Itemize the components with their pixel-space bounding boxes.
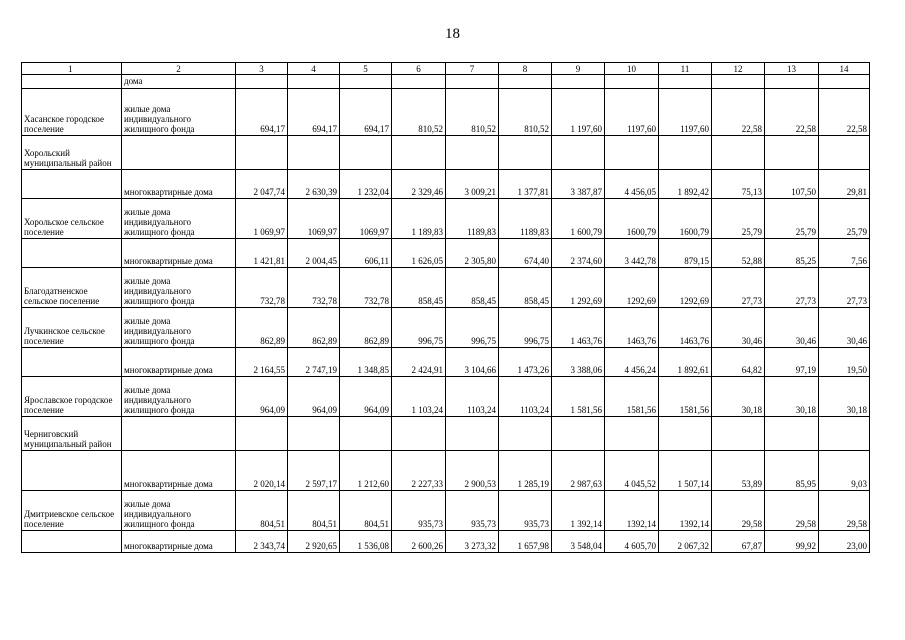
settlement-name	[22, 348, 122, 377]
column-header: 10	[605, 63, 659, 75]
table-row	[22, 348, 870, 377]
value-cell: 1 463,76	[552, 308, 605, 348]
table-row	[22, 268, 870, 308]
value-cell: 30,18	[819, 377, 870, 417]
value-cell: 1 392,14	[552, 491, 605, 531]
value-cell: 23,00	[819, 531, 870, 553]
column-header: 4	[288, 63, 340, 75]
value-cell: 1 189,83	[392, 199, 446, 239]
value-cell: 1103,24	[499, 377, 552, 417]
value-cell: 22,58	[819, 89, 870, 136]
value-cell: 1069,97	[340, 199, 392, 239]
column-header: 11	[659, 63, 712, 75]
value-cell: 19,50	[819, 348, 870, 377]
housing-type: жилые дома индивидуального жилищного фонда	[122, 89, 236, 136]
value-cell: 2 987,63	[552, 451, 605, 491]
table-row	[22, 170, 870, 199]
value-cell	[340, 136, 392, 170]
value-cell: 1 892,42	[659, 170, 712, 199]
value-cell: 75,13	[712, 170, 765, 199]
table-row	[22, 531, 870, 553]
value-cell: 1197,60	[605, 89, 659, 136]
value-cell: 858,45	[499, 268, 552, 308]
value-cell: 25,79	[765, 199, 819, 239]
housing-type: жилые дома индивидуального жилищного фонда	[122, 377, 236, 417]
value-cell: 2 900,53	[446, 451, 499, 491]
value-cell: 996,75	[446, 308, 499, 348]
column-header: 12	[712, 63, 765, 75]
value-cell	[392, 417, 446, 451]
housing-type: многоквартирные дома	[122, 451, 236, 491]
column-header: 14	[819, 63, 870, 75]
value-cell: 2 020,14	[236, 451, 288, 491]
value-cell: 1189,83	[499, 199, 552, 239]
value-cell: 2 600,26	[392, 531, 446, 553]
value-cell: 30,18	[765, 377, 819, 417]
value-cell: 2 374,60	[552, 239, 605, 268]
value-cell	[288, 136, 340, 170]
value-cell: 1189,83	[446, 199, 499, 239]
value-cell: 732,78	[236, 268, 288, 308]
page-number: 18	[445, 26, 460, 42]
value-cell	[446, 136, 499, 170]
value-cell: 935,73	[446, 491, 499, 531]
value-cell: 732,78	[340, 268, 392, 308]
value-cell: 1 285,19	[499, 451, 552, 491]
value-cell	[765, 136, 819, 170]
settlement-name: Черниговский муниципальный район	[22, 417, 122, 451]
settlement-name	[22, 239, 122, 268]
table-row	[22, 199, 870, 239]
value-cell: 1 232,04	[340, 170, 392, 199]
table-row	[22, 377, 870, 417]
value-cell: 810,52	[499, 89, 552, 136]
value-cell	[340, 75, 392, 89]
table-row	[22, 136, 870, 170]
value-cell: 3 009,21	[446, 170, 499, 199]
value-cell: 29,81	[819, 170, 870, 199]
value-cell	[236, 417, 288, 451]
value-cell	[819, 417, 870, 451]
value-cell: 964,09	[288, 377, 340, 417]
value-cell: 25,79	[819, 199, 870, 239]
value-cell: 2 067,32	[659, 531, 712, 553]
value-cell: 1 212,60	[340, 451, 392, 491]
value-cell: 694,17	[340, 89, 392, 136]
value-cell: 1 348,85	[340, 348, 392, 377]
value-cell: 4 456,24	[605, 348, 659, 377]
value-cell: 30,46	[819, 308, 870, 348]
value-cell	[659, 75, 712, 89]
value-cell: 99,92	[765, 531, 819, 553]
value-cell: 858,45	[392, 268, 446, 308]
value-cell: 2 164,55	[236, 348, 288, 377]
value-cell: 3 387,87	[552, 170, 605, 199]
header-row	[22, 63, 870, 75]
value-cell: 996,75	[499, 308, 552, 348]
table-row	[22, 75, 870, 89]
column-header: 13	[765, 63, 819, 75]
housing-type	[122, 136, 236, 170]
value-cell: 2 424,91	[392, 348, 446, 377]
value-cell: 1 103,24	[392, 377, 446, 417]
value-cell: 29,58	[712, 491, 765, 531]
housing-type: многоквартирные дома	[122, 170, 236, 199]
value-cell: 935,73	[392, 491, 446, 531]
value-cell: 732,78	[288, 268, 340, 308]
housing-type: жилые дома индивидуального жилищного фонда	[122, 308, 236, 348]
value-cell: 2 227,33	[392, 451, 446, 491]
value-cell: 879,15	[659, 239, 712, 268]
column-header: 6	[392, 63, 446, 75]
value-cell: 606,11	[340, 239, 392, 268]
settlement-name: Ярославское городское поселение	[22, 377, 122, 417]
value-cell	[340, 417, 392, 451]
value-cell	[499, 75, 552, 89]
value-cell	[392, 75, 446, 89]
value-cell: 862,89	[236, 308, 288, 348]
settlement-name: Хорольское сельское поселение	[22, 199, 122, 239]
value-cell: 694,17	[236, 89, 288, 136]
value-cell: 85,95	[765, 451, 819, 491]
value-cell	[446, 417, 499, 451]
value-cell: 27,73	[819, 268, 870, 308]
value-cell: 1 657,98	[499, 531, 552, 553]
value-cell	[236, 75, 288, 89]
value-cell: 1581,56	[605, 377, 659, 417]
value-cell: 1069,97	[288, 199, 340, 239]
value-cell: 2 329,46	[392, 170, 446, 199]
value-cell: 1 600,79	[552, 199, 605, 239]
value-cell	[712, 136, 765, 170]
value-cell	[499, 417, 552, 451]
value-cell: 22,58	[712, 89, 765, 136]
value-cell: 1 377,81	[499, 170, 552, 199]
value-cell: 25,79	[712, 199, 765, 239]
value-cell: 1292,69	[659, 268, 712, 308]
value-cell: 30,18	[712, 377, 765, 417]
settlement-name: Лучкинское сельское поселение	[22, 308, 122, 348]
value-cell: 2 630,39	[288, 170, 340, 199]
column-header: 7	[446, 63, 499, 75]
value-cell: 1 507,14	[659, 451, 712, 491]
value-cell: 935,73	[499, 491, 552, 531]
value-cell: 30,46	[765, 308, 819, 348]
value-cell: 1 473,26	[499, 348, 552, 377]
value-cell	[552, 75, 605, 89]
value-cell	[765, 417, 819, 451]
value-cell: 1581,56	[659, 377, 712, 417]
tariff-table	[21, 62, 870, 553]
value-cell: 1 421,81	[236, 239, 288, 268]
value-cell: 2 920,65	[288, 531, 340, 553]
value-cell: 3 388,06	[552, 348, 605, 377]
value-cell	[288, 75, 340, 89]
column-header: 8	[499, 63, 552, 75]
value-cell: 29,58	[819, 491, 870, 531]
value-cell: 964,09	[236, 377, 288, 417]
value-cell: 1 536,08	[340, 531, 392, 553]
value-cell: 1600,79	[659, 199, 712, 239]
settlement-name: Хасанское городское поселение	[22, 89, 122, 136]
table-row	[22, 89, 870, 136]
value-cell	[499, 136, 552, 170]
value-cell: 53,89	[712, 451, 765, 491]
value-cell: 862,89	[340, 308, 392, 348]
settlement-name: Благодатненское сельское поселение	[22, 268, 122, 308]
table-row	[22, 308, 870, 348]
value-cell: 2 343,74	[236, 531, 288, 553]
value-cell: 2 004,45	[288, 239, 340, 268]
value-cell	[819, 75, 870, 89]
settlement-name	[22, 531, 122, 553]
value-cell: 1 581,56	[552, 377, 605, 417]
value-cell	[659, 417, 712, 451]
value-cell: 810,52	[446, 89, 499, 136]
column-header: 2	[122, 63, 236, 75]
value-cell	[605, 136, 659, 170]
settlement-name: Дмитриевское сельское поселение	[22, 491, 122, 531]
value-cell: 1197,60	[659, 89, 712, 136]
column-header: 3	[236, 63, 288, 75]
value-cell: 1392,14	[605, 491, 659, 531]
settlement-name	[22, 451, 122, 491]
table-row	[22, 491, 870, 531]
value-cell: 27,73	[765, 268, 819, 308]
housing-type: жилые дома индивидуального жилищного фонда	[122, 268, 236, 308]
table-row	[22, 417, 870, 451]
value-cell: 674,40	[499, 239, 552, 268]
value-cell: 2 597,17	[288, 451, 340, 491]
value-cell	[712, 417, 765, 451]
value-cell	[765, 75, 819, 89]
settlement-name: Хорольский муниципальный район	[22, 136, 122, 170]
column-header: 5	[340, 63, 392, 75]
value-cell: 85,25	[765, 239, 819, 268]
value-cell	[236, 136, 288, 170]
value-cell: 4 045,52	[605, 451, 659, 491]
value-cell: 694,17	[288, 89, 340, 136]
table-row	[22, 239, 870, 268]
value-cell: 52,88	[712, 239, 765, 268]
value-cell: 858,45	[446, 268, 499, 308]
housing-type: дома	[122, 75, 236, 89]
value-cell: 3 548,04	[552, 531, 605, 553]
value-cell: 97,19	[765, 348, 819, 377]
value-cell: 964,09	[340, 377, 392, 417]
value-cell: 4 456,05	[605, 170, 659, 199]
value-cell: 64,82	[712, 348, 765, 377]
column-header: 9	[552, 63, 605, 75]
value-cell: 29,58	[765, 491, 819, 531]
value-cell: 107,50	[765, 170, 819, 199]
value-cell: 1103,24	[446, 377, 499, 417]
value-cell: 1 197,60	[552, 89, 605, 136]
value-cell: 30,46	[712, 308, 765, 348]
value-cell: 2 305,80	[446, 239, 499, 268]
value-cell: 862,89	[288, 308, 340, 348]
value-cell	[446, 75, 499, 89]
value-cell: 1600,79	[605, 199, 659, 239]
settlement-name	[22, 170, 122, 199]
housing-type: многоквартирные дома	[122, 239, 236, 268]
value-cell: 1463,76	[659, 308, 712, 348]
value-cell: 1292,69	[605, 268, 659, 308]
value-cell: 810,52	[392, 89, 446, 136]
value-cell: 9,03	[819, 451, 870, 491]
value-cell: 804,51	[340, 491, 392, 531]
column-header: 1	[22, 63, 122, 75]
value-cell	[712, 75, 765, 89]
value-cell: 2 047,74	[236, 170, 288, 199]
housing-type: жилые дома индивидуального жилищного фонда	[122, 199, 236, 239]
value-cell: 1 292,69	[552, 268, 605, 308]
value-cell: 22,58	[765, 89, 819, 136]
value-cell: 1 069,97	[236, 199, 288, 239]
housing-type: многоквартирные дома	[122, 531, 236, 553]
settlement-name	[22, 75, 122, 89]
value-cell: 996,75	[392, 308, 446, 348]
value-cell: 1392,14	[659, 491, 712, 531]
value-cell: 3 442,78	[605, 239, 659, 268]
value-cell: 4 605,70	[605, 531, 659, 553]
value-cell: 1 626,05	[392, 239, 446, 268]
value-cell	[605, 75, 659, 89]
value-cell: 7,56	[819, 239, 870, 268]
table-row	[22, 451, 870, 491]
housing-type	[122, 417, 236, 451]
value-cell	[288, 417, 340, 451]
value-cell	[552, 417, 605, 451]
value-cell: 27,73	[712, 268, 765, 308]
value-cell: 67,87	[712, 531, 765, 553]
value-cell	[605, 417, 659, 451]
value-cell	[392, 136, 446, 170]
value-cell: 1463,76	[605, 308, 659, 348]
value-cell	[552, 136, 605, 170]
value-cell: 1 892,61	[659, 348, 712, 377]
table-body	[22, 63, 870, 553]
value-cell: 804,51	[288, 491, 340, 531]
value-cell	[819, 136, 870, 170]
value-cell	[659, 136, 712, 170]
value-cell: 804,51	[236, 491, 288, 531]
value-cell: 3 104,66	[446, 348, 499, 377]
housing-type: многоквартирные дома	[122, 348, 236, 377]
housing-type: жилые дома индивидуального жилищного фонда	[122, 491, 236, 531]
value-cell: 3 273,32	[446, 531, 499, 553]
value-cell: 2 747,19	[288, 348, 340, 377]
